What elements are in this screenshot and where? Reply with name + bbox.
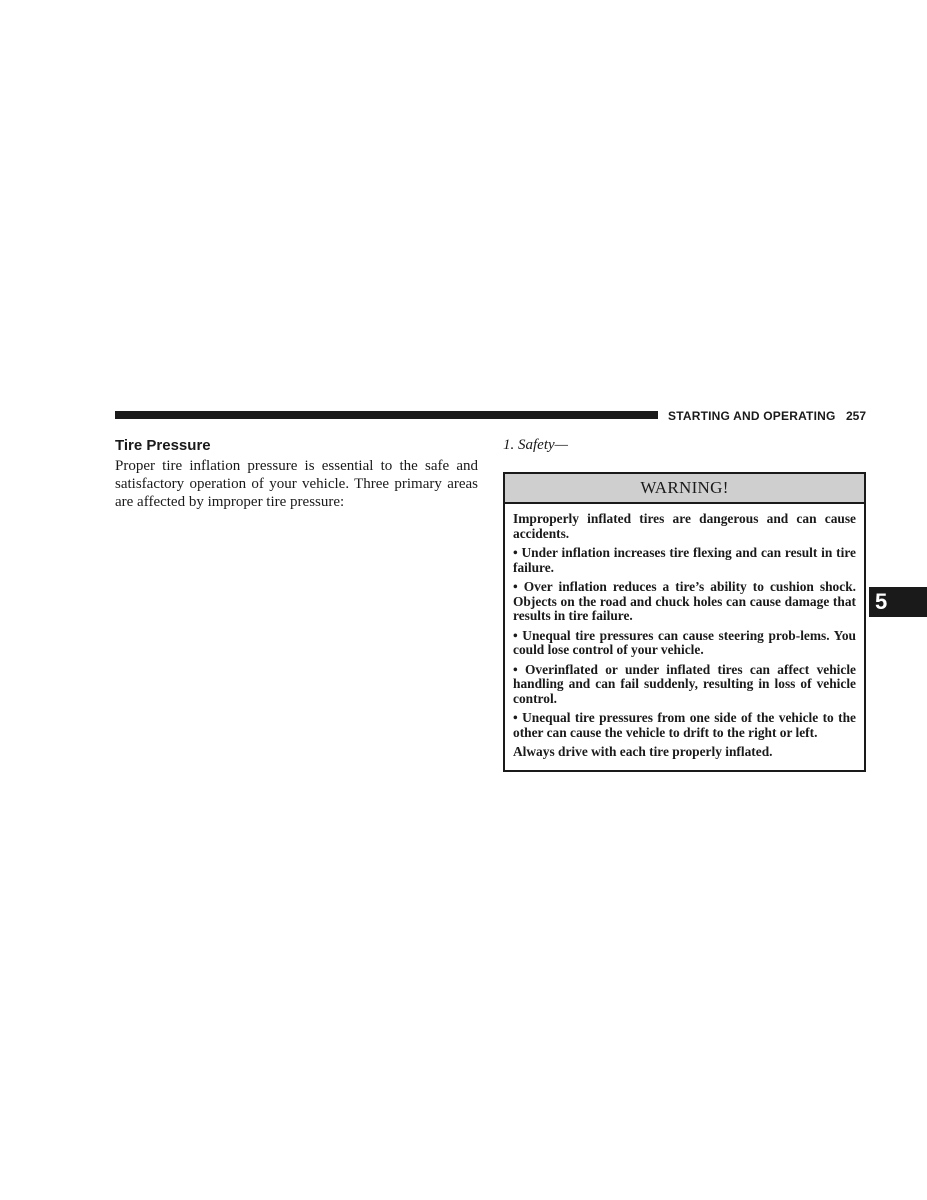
warning-body — [505, 504, 864, 770]
warning-box — [503, 472, 866, 772]
left-column — [115, 436, 478, 511]
page-number: 257 — [846, 409, 867, 423]
chapter-tab: 5 — [869, 587, 927, 617]
warning-bullet: • Unequal tire pressures from one side of the vehicle to the other can cause the vehicle to drift to the right or left. — [513, 710, 856, 740]
header-rule — [115, 411, 658, 419]
warning-paragraph: Improperly inflated tires are dangerous and can cause accidents. — [513, 511, 856, 541]
warning-bullet: • Over inflation reduces a tire’s ability to cushion shock. Objects on the road and chuck holes can cause damage that results in tire failure. — [513, 579, 856, 623]
intro-paragraph: Proper tire inflation pressure is essential to the safe and satisfactory operation of your vehicle. Three primary areas are affected by improper tire pressure: — [115, 458, 478, 510]
numbered-item-safety: 1. Safety— — [503, 437, 568, 453]
section-title: Tire Pressure — [115, 437, 211, 454]
right-column — [503, 436, 866, 772]
warning-bullet: • Overinflated or under inflated tires can affect vehicle handling and can fail suddenly, resulting in loss of vehicle control. — [513, 661, 856, 706]
running-header-section: STARTING AND OPERATING — [668, 409, 836, 423]
warning-title: WARNING! — [505, 474, 864, 504]
warning-closing: Always drive with each tire properly inflated. — [513, 744, 773, 759]
warning-bullet: • Unequal tire pressures can cause steering prob-lems. You could lose control of your vehicle. — [513, 627, 856, 657]
warning-bullet: • Under inflation increases tire flexing and can result in tire failure. — [513, 545, 856, 575]
